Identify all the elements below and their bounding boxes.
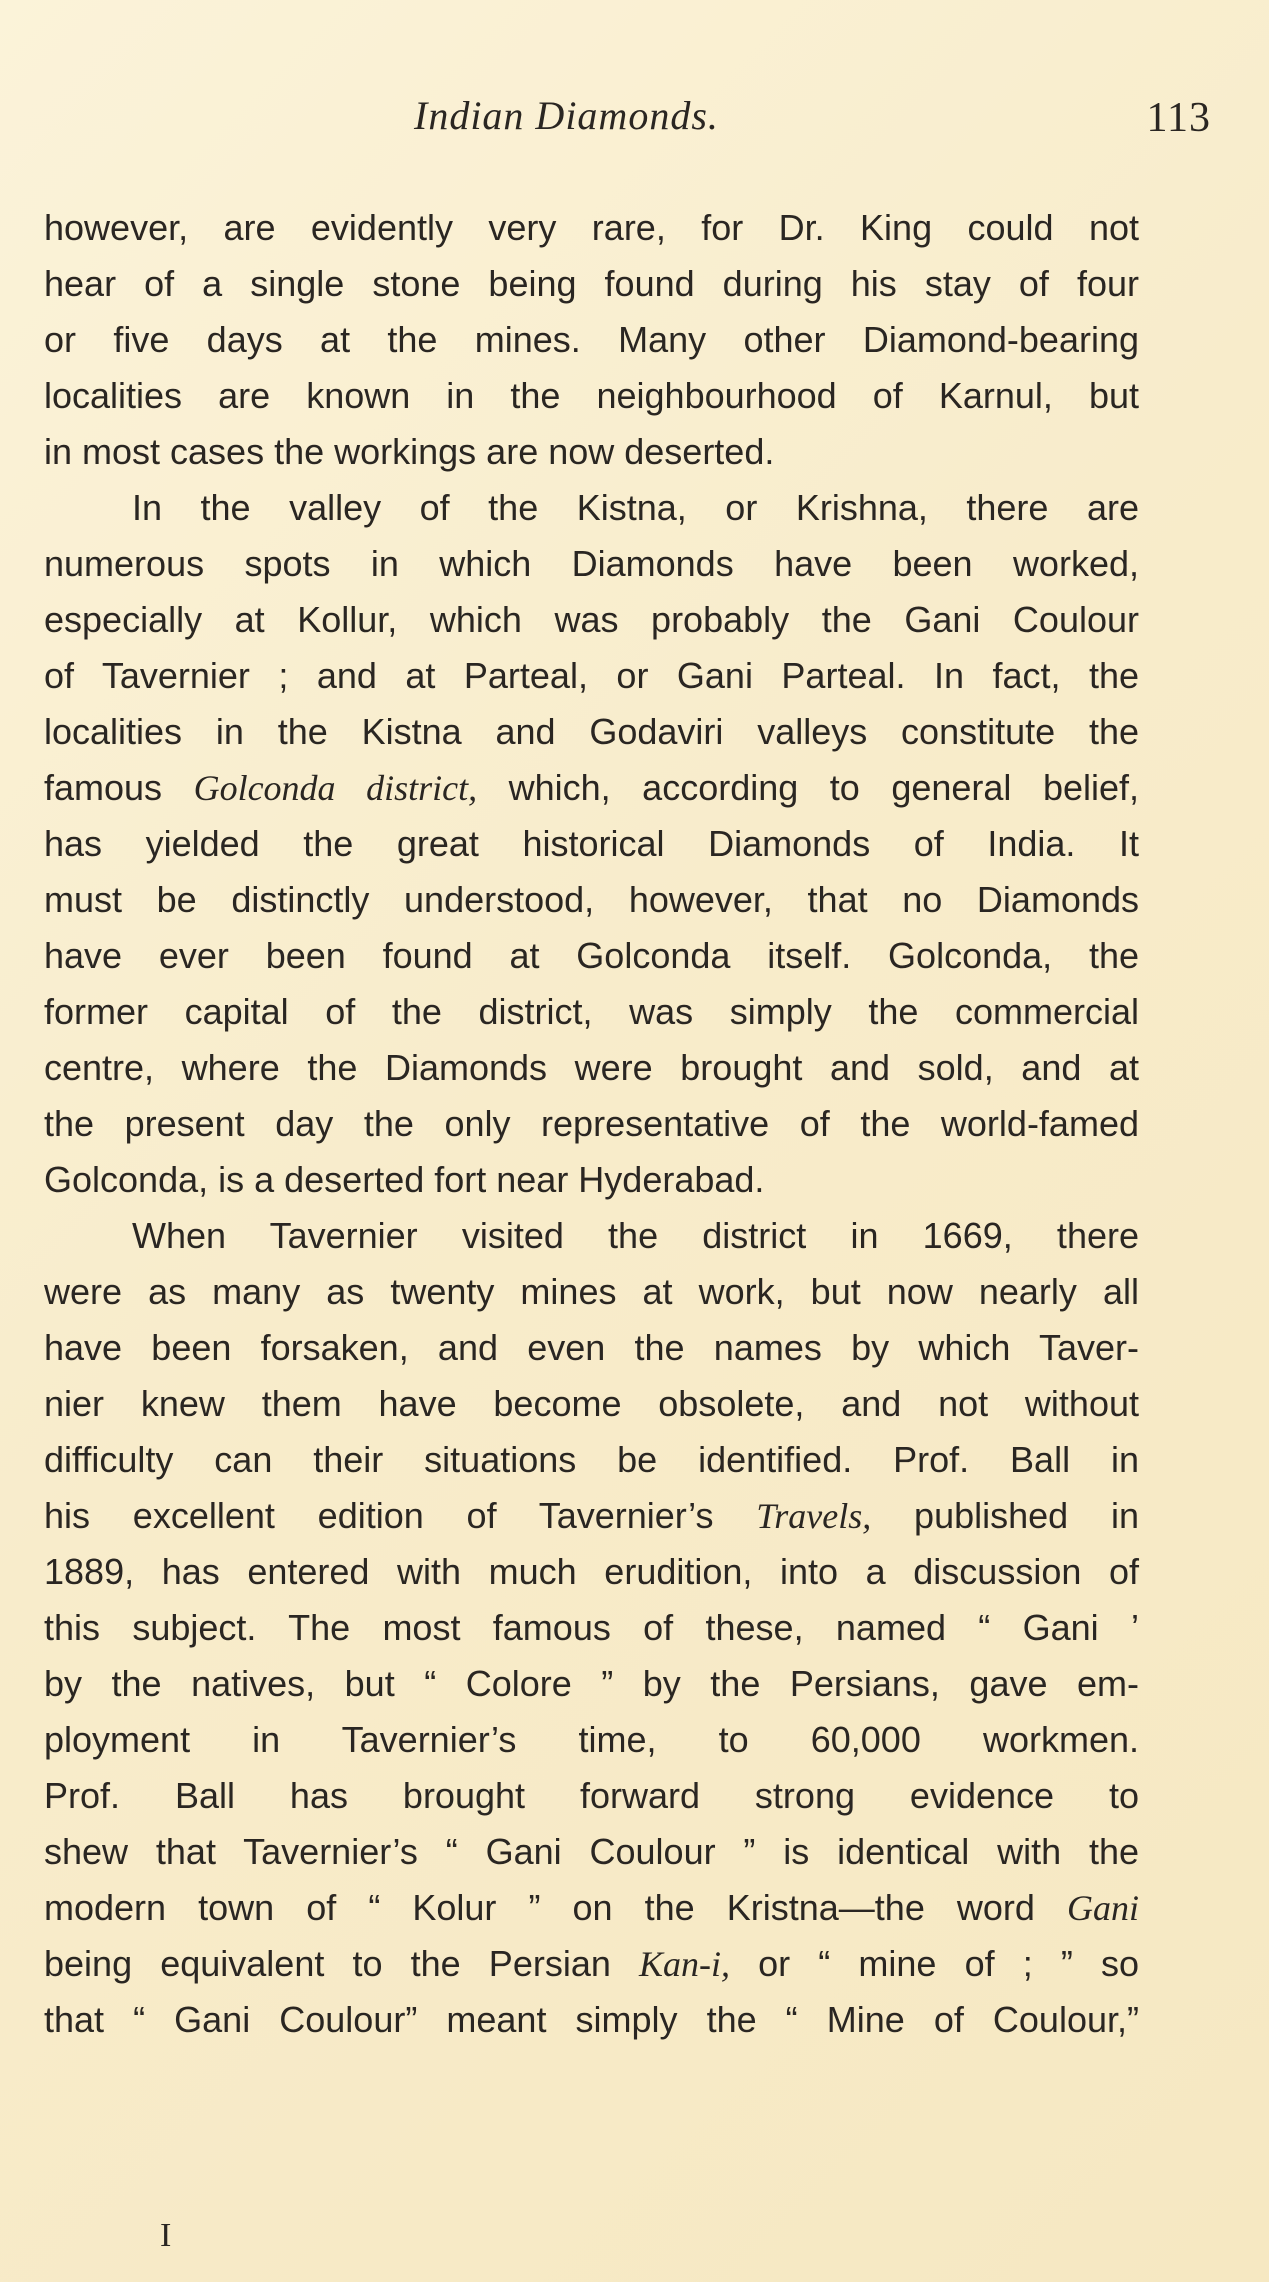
text-line: Prof. Ball has brought forward strong evidence to xyxy=(44,1775,1139,1816)
italic-text: Travels, xyxy=(756,1496,872,1536)
text-run: published in xyxy=(871,1495,1139,1536)
signature-mark: I xyxy=(160,2217,172,2254)
text-run: or “ mine of ; ” so xyxy=(730,1943,1139,1984)
text-line: nier knew them have become obsolete, and not without xyxy=(44,1383,1139,1424)
text-line: difficulty can their situations be identified. Prof. Ball in xyxy=(44,1439,1139,1480)
text-line xyxy=(44,1880,1139,1936)
text-line: hear of a single stone being found during his stay of four xyxy=(44,263,1139,304)
text-line: that “ Gani Coulour” meant simply the “ Mine of Coulour,” xyxy=(44,1999,1139,2040)
text-run: famous xyxy=(44,767,194,808)
text-line xyxy=(44,1936,1139,1992)
text-line: localities are known in the neighbourhood of Karnul, but xyxy=(44,375,1139,416)
text-line: ployment in Tavernier’s time, to 60,000 workmen. xyxy=(44,1719,1139,1760)
text-run: modern town of “ Kolur ” on the Kristna—the word xyxy=(44,1887,1067,1928)
text-line: by the natives, but “ Colore ” by the Persians, gave em- xyxy=(44,1663,1139,1704)
running-head xyxy=(44,88,1211,158)
text-line: especially at Kollur, which was probably the Gani Coulour xyxy=(44,599,1139,640)
text-line: or five days at the mines. Many other Diamond-bearing xyxy=(44,319,1139,360)
text-line: have ever been found at Golconda itself. Golconda, the xyxy=(44,935,1139,976)
text-run: which, according to general belief, xyxy=(477,767,1140,808)
italic-text: Kan-i, xyxy=(639,1944,731,1984)
italic-text: Golconda district, xyxy=(193,768,478,808)
italic-text: Gani xyxy=(1067,1888,1139,1928)
text-line: has yielded the great historical Diamonds of India. It xyxy=(44,823,1139,864)
text-line xyxy=(44,760,1139,816)
text-run: his excellent edition of Tavernier’s xyxy=(44,1495,757,1536)
text-line: Golconda, is a deserted fort near Hyderabad. xyxy=(44,1159,765,1200)
text-line: the present day the only representative of the world-famed xyxy=(44,1103,1139,1144)
text-line: numerous spots in which Diamonds have been worked, xyxy=(44,543,1139,584)
text-line: have been forsaken, and even the names by which Taver- xyxy=(44,1327,1139,1368)
text-line: localities in the Kistna and Godaviri valleys constitute the xyxy=(44,711,1139,752)
text-line: centre, where the Diamonds were brought and sold, and at xyxy=(44,1047,1139,1088)
text-line: When Tavernier visited the district in 1669, there xyxy=(132,1215,1139,1256)
running-title: Indian Diamonds. xyxy=(414,93,719,138)
text-line: 1889, has entered with much erudition, into a discussion of xyxy=(44,1551,1139,1592)
text-line: were as many as twenty mines at work, but now nearly all xyxy=(44,1271,1139,1312)
text-line: In the valley of the Kistna, or Krishna, there are xyxy=(132,487,1139,528)
text-line: shew that Tavernier’s “ Gani Coulour ” is identical with the xyxy=(44,1831,1139,1872)
text-line: however, are evidently very rare, for Dr. King could not xyxy=(44,207,1139,248)
body-text xyxy=(44,200,1139,2048)
text-line: former capital of the district, was simply the commercial xyxy=(44,991,1139,1032)
text-line: must be distinctly understood, however, that no Diamonds xyxy=(44,879,1139,920)
text-line: in most cases the workings are now deserted. xyxy=(44,431,775,472)
page-number: 113 xyxy=(1146,95,1211,141)
text-line: this subject. The most famous of these, named “ Gani ’ xyxy=(44,1607,1139,1648)
text-line: of Tavernier ; and at Parteal, or Gani Parteal. In fact, the xyxy=(44,655,1139,696)
text-line xyxy=(44,1488,1139,1544)
text-run: being equivalent to the Persian xyxy=(44,1943,639,1984)
